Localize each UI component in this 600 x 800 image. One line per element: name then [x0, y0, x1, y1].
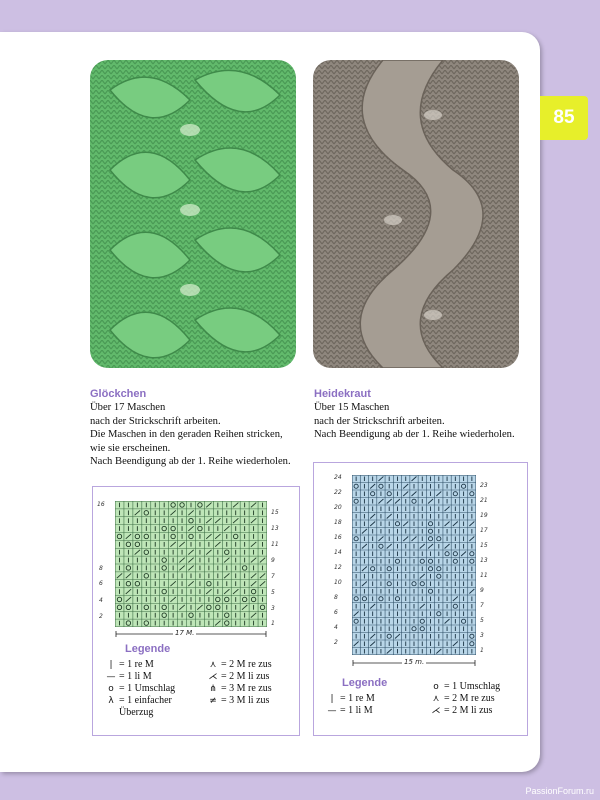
- row-label: 22: [334, 489, 342, 496]
- row-label: 15: [480, 541, 488, 549]
- legend-text: = 1 li M: [119, 671, 152, 682]
- row-label: 17: [480, 526, 488, 534]
- legend-text: Überzug: [119, 707, 154, 718]
- row-label: 21: [480, 496, 488, 504]
- row-label: 4: [334, 624, 338, 631]
- legend-item: [103, 695, 172, 707]
- k2tog-symbol: ⋏: [209, 660, 217, 670]
- legend-text: = 1 re M: [340, 693, 375, 704]
- row-label: 7: [480, 601, 484, 609]
- row-label: 24: [334, 474, 342, 481]
- description-line: nach der Strickschrift arbeiten.: [314, 415, 445, 427]
- legend-text: = 2 M re zus: [221, 659, 272, 670]
- legend-text: = 2 M li zus: [444, 705, 493, 716]
- pattern-title: Glöckchen: [90, 388, 147, 400]
- row-label: 15: [271, 509, 279, 516]
- row-label: 9: [271, 557, 275, 564]
- legend-text: = 1 li M: [340, 705, 373, 716]
- description-line: Nach Beendigung ab der 1. Reihe wiederholen.: [90, 456, 291, 468]
- description-gloeckchen: [90, 388, 300, 468]
- row-label: 8: [334, 594, 338, 601]
- row-label: 9: [480, 586, 484, 594]
- legend-item: [428, 681, 500, 693]
- page-number: 85: [540, 96, 588, 140]
- legend-item: [324, 705, 373, 717]
- description-line: wie sie erscheinen.: [90, 442, 171, 454]
- p2tog-symbol: ⋌: [208, 672, 218, 682]
- purl-stitch-symbol: —: [106, 672, 116, 682]
- description-line: Nach Beendigung ab der 1. Reihe wiederholen.: [314, 429, 515, 441]
- knitting-chart-grid: [352, 475, 476, 655]
- legend-item: [205, 683, 272, 695]
- legend-text: = 1 Umschlag: [119, 683, 176, 694]
- row-label: 7: [271, 573, 275, 580]
- yarn-over-symbol: o: [108, 684, 114, 694]
- row-label: 14: [334, 549, 342, 556]
- description-line: Über 15 Maschen: [314, 402, 390, 414]
- legend-item: [103, 671, 152, 683]
- legend-item: [205, 695, 269, 707]
- row-label: 13: [271, 525, 279, 532]
- row-label: 6: [99, 580, 103, 587]
- row-label: 11: [271, 541, 279, 548]
- legend-item: [428, 693, 495, 705]
- knitting-chart-grid: [115, 501, 267, 627]
- row-label: 3: [271, 605, 275, 612]
- legend-text: = 1 Umschlag: [444, 681, 501, 692]
- legend-item: [103, 707, 153, 719]
- row-label: 6: [334, 609, 338, 616]
- legend-text: = 1 re M: [119, 659, 154, 670]
- row-label: 8: [99, 565, 103, 572]
- legend-item: [205, 671, 269, 683]
- row-label: 19: [480, 511, 488, 519]
- row-label: 13: [480, 556, 488, 564]
- knit-stitch-symbol: |: [330, 694, 334, 704]
- p3tog-symbol: ≠: [209, 696, 217, 706]
- row-label: 18: [334, 519, 342, 526]
- row-label: 1: [271, 620, 275, 627]
- legend-text: = 2 M re zus: [444, 693, 495, 704]
- row-label: 23: [480, 481, 488, 489]
- legend-item: [428, 705, 492, 717]
- row-label: 4: [99, 597, 103, 604]
- slip-decrease-symbol: λ: [108, 696, 114, 706]
- legend-item: [103, 683, 175, 695]
- legend-item: [205, 659, 272, 671]
- swatch-photo-gloeckchen: [90, 60, 296, 368]
- pattern-title: Heidekraut: [314, 388, 371, 400]
- row-label: 20: [334, 504, 342, 511]
- legend-text: = 3 M re zus: [221, 683, 272, 694]
- k2tog-symbol: ⋏: [432, 694, 440, 704]
- row-label: 1: [480, 646, 484, 654]
- legend-text: = 2 M li zus: [221, 671, 270, 682]
- description-line: nach der Strickschrift arbeiten.: [90, 415, 221, 427]
- legend-item: [103, 659, 154, 671]
- row-label: 5: [480, 616, 484, 624]
- yarn-over-symbol: o: [433, 682, 439, 692]
- swatch-photo-heidekraut: [313, 60, 519, 368]
- chart-box-heidekraut: [313, 462, 528, 736]
- legend-item: [324, 693, 375, 705]
- row-label: 12: [334, 564, 342, 571]
- description-heidekraut: [314, 388, 529, 442]
- row-label: 2: [334, 639, 338, 646]
- chart-box-gloeckchen: [92, 486, 300, 736]
- row-label: 10: [334, 579, 342, 586]
- row-label: 11: [480, 571, 488, 579]
- row-label: 16: [97, 501, 105, 508]
- knit-stitch-symbol: |: [109, 660, 113, 670]
- watermark: PassionForum.ru: [525, 786, 594, 796]
- row-label: 3: [480, 631, 484, 639]
- legend-title: Legende: [125, 643, 171, 655]
- legend-text: = 3 M li zus: [221, 695, 270, 706]
- width-label: 15 m.: [404, 658, 425, 666]
- width-label: 17 M.: [175, 629, 195, 637]
- p2tog-symbol: ⋌: [431, 706, 441, 716]
- row-label: 5: [271, 589, 275, 596]
- purl-stitch-symbol: —: [327, 706, 337, 716]
- k3tog-symbol: ⋔: [209, 684, 217, 694]
- legend-text: = 1 einfacher: [119, 695, 172, 706]
- legend-title: Legende: [342, 677, 388, 689]
- description-line: Die Maschen in den geraden Reihen stricken,: [90, 429, 283, 441]
- row-label: 2: [99, 613, 103, 620]
- description-line: Über 17 Maschen: [90, 402, 166, 414]
- row-label: 16: [334, 534, 342, 541]
